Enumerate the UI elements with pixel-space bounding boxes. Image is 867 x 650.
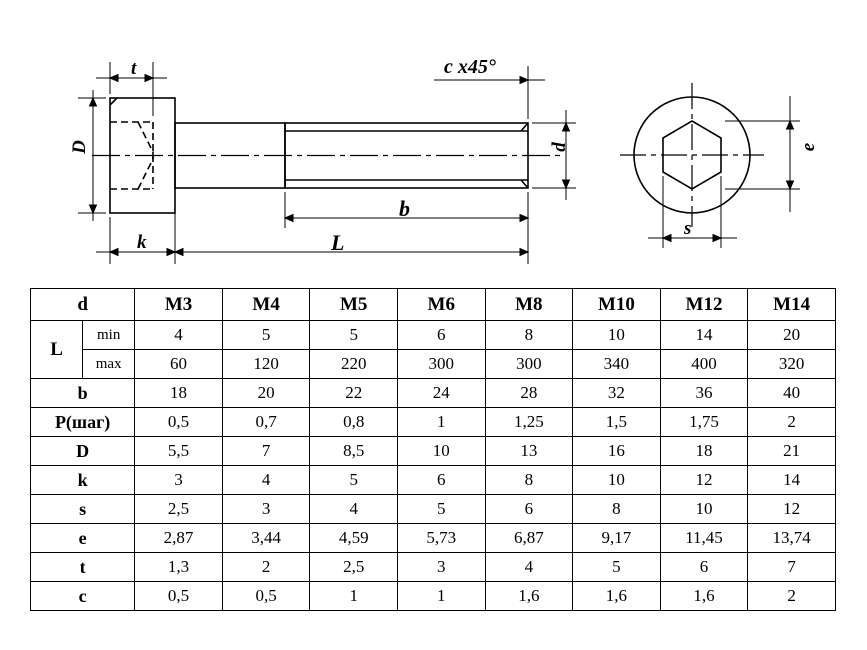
dim-e — [725, 96, 800, 212]
cell-L-min-m3: 4 — [135, 321, 223, 350]
center-lines-end-view — [620, 83, 764, 227]
label-b: b — [399, 196, 410, 221]
cell-k-m10: 10 — [573, 466, 661, 495]
cell-s-m10: 8 — [573, 495, 661, 524]
cell-b-m5: 22 — [310, 379, 398, 408]
table-row — [31, 582, 836, 611]
cell-D-m8: 13 — [485, 437, 573, 466]
header-size-m5: M5 — [310, 289, 398, 321]
table-row — [31, 408, 836, 437]
cell-b-m14: 40 — [748, 379, 836, 408]
label-k: k — [137, 232, 147, 253]
header-size-m6: M6 — [397, 289, 485, 321]
row-label-D: D — [31, 437, 135, 466]
header-size-m8: M8 — [485, 289, 573, 321]
cell-p-m3: 0,5 — [135, 408, 223, 437]
cell-L-max-m14: 320 — [748, 350, 836, 379]
label-t: t — [131, 58, 137, 79]
row-label-c: c — [31, 582, 135, 611]
cell-c-m6: 1 — [397, 582, 485, 611]
row-label-t: t — [31, 553, 135, 582]
cell-c-m10: 1,6 — [573, 582, 661, 611]
cell-p-m10: 1,5 — [573, 408, 661, 437]
cell-p-m6: 1 — [397, 408, 485, 437]
table-row — [31, 524, 836, 553]
cell-D-m5: 8,5 — [310, 437, 398, 466]
dim-L — [175, 192, 528, 264]
table-row — [31, 466, 836, 495]
cell-e-m4: 3,44 — [222, 524, 310, 553]
cell-k-m14: 14 — [748, 466, 836, 495]
cell-k-m6: 6 — [397, 466, 485, 495]
cell-D-m12: 18 — [660, 437, 748, 466]
row-label-e: e — [31, 524, 135, 553]
cell-p-m14: 2 — [748, 408, 836, 437]
table-row — [31, 437, 836, 466]
label-L: L — [331, 230, 345, 255]
cell-s-m14: 12 — [748, 495, 836, 524]
header-size-m10: M10 — [573, 289, 661, 321]
cell-p-m12: 1,75 — [660, 408, 748, 437]
cell-L-max-m12: 400 — [660, 350, 748, 379]
cell-k-m5: 5 — [310, 466, 398, 495]
cell-p-m4: 0,7 — [222, 408, 310, 437]
cell-b-m8: 28 — [485, 379, 573, 408]
cell-c-m12: 1,6 — [660, 582, 748, 611]
label-D: D — [68, 140, 90, 154]
cell-e-m14: 13,74 — [748, 524, 836, 553]
cell-t-m5: 2,5 — [310, 553, 398, 582]
dimension-table — [30, 288, 836, 611]
row-label-pitch: P(шаг) — [31, 408, 135, 437]
cell-c-m14: 2 — [748, 582, 836, 611]
label-e: e — [798, 142, 820, 152]
cell-b-m10: 32 — [573, 379, 661, 408]
label-d: d — [548, 142, 570, 152]
cell-e-m12: 11,45 — [660, 524, 748, 553]
label-c-chamfer: c x45° — [444, 56, 496, 78]
table-row — [31, 495, 836, 524]
table-row — [31, 350, 836, 379]
cell-L-max-m4: 120 — [222, 350, 310, 379]
screw-drawing — [0, 0, 867, 285]
cell-b-m3: 18 — [135, 379, 223, 408]
header-size-m3: M3 — [135, 289, 223, 321]
cell-D-m3: 5,5 — [135, 437, 223, 466]
cell-b-m4: 20 — [222, 379, 310, 408]
cell-L-max-m3: 60 — [135, 350, 223, 379]
cell-e-m10: 9,17 — [573, 524, 661, 553]
cell-s-m4: 3 — [222, 495, 310, 524]
cell-c-m8: 1,6 — [485, 582, 573, 611]
cell-b-m12: 36 — [660, 379, 748, 408]
cell-e-m5: 4,59 — [310, 524, 398, 553]
table-row — [31, 553, 836, 582]
cell-p-m8: 1,25 — [485, 408, 573, 437]
cell-D-m14: 21 — [748, 437, 836, 466]
drawing-svg — [0, 0, 867, 285]
cell-t-m14: 7 — [748, 553, 836, 582]
cell-L-max-m6: 300 — [397, 350, 485, 379]
cell-c-m4: 0,5 — [222, 582, 310, 611]
cell-e-m6: 5,73 — [397, 524, 485, 553]
cell-e-m8: 6,87 — [485, 524, 573, 553]
cell-t-m12: 6 — [660, 553, 748, 582]
cell-t-m6: 3 — [397, 553, 485, 582]
cell-D-m6: 10 — [397, 437, 485, 466]
cell-L-max-m5: 220 — [310, 350, 398, 379]
header-d: d — [31, 289, 135, 321]
cell-L-min-m6: 6 — [397, 321, 485, 350]
cell-s-m6: 5 — [397, 495, 485, 524]
header-size-m4: M4 — [222, 289, 310, 321]
cell-p-m5: 0,8 — [310, 408, 398, 437]
cell-e-m3: 2,87 — [135, 524, 223, 553]
cell-b-m6: 24 — [397, 379, 485, 408]
cell-L-min-m14: 20 — [748, 321, 836, 350]
cell-L-min-m12: 14 — [660, 321, 748, 350]
table-row — [31, 379, 836, 408]
cell-D-m10: 16 — [573, 437, 661, 466]
row-label-L: L — [31, 321, 83, 379]
label-s: s — [684, 218, 692, 239]
cell-s-m8: 6 — [485, 495, 573, 524]
header-size-m14: M14 — [748, 289, 836, 321]
cell-s-m3: 2,5 — [135, 495, 223, 524]
row-label-b: b — [31, 379, 135, 408]
row-sublabel-min: min — [83, 321, 135, 350]
row-label-k: k — [31, 466, 135, 495]
cell-L-max-m10: 340 — [573, 350, 661, 379]
table-row — [31, 321, 836, 350]
cell-L-min-m5: 5 — [310, 321, 398, 350]
cell-t-m8: 4 — [485, 553, 573, 582]
cell-c-m5: 1 — [310, 582, 398, 611]
cell-D-m4: 7 — [222, 437, 310, 466]
cell-L-min-m4: 5 — [222, 321, 310, 350]
cell-L-min-m10: 10 — [573, 321, 661, 350]
cell-L-max-m8: 300 — [485, 350, 573, 379]
cell-k-m4: 4 — [222, 466, 310, 495]
cell-k-m12: 12 — [660, 466, 748, 495]
table-header-row — [31, 289, 836, 321]
cell-s-m5: 4 — [310, 495, 398, 524]
cell-t-m10: 5 — [573, 553, 661, 582]
cell-k-m3: 3 — [135, 466, 223, 495]
cell-t-m3: 1,3 — [135, 553, 223, 582]
cell-L-min-m8: 8 — [485, 321, 573, 350]
header-size-m12: M12 — [660, 289, 748, 321]
cell-s-m12: 10 — [660, 495, 748, 524]
cell-k-m8: 8 — [485, 466, 573, 495]
cell-t-m4: 2 — [222, 553, 310, 582]
cell-c-m3: 0,5 — [135, 582, 223, 611]
row-sublabel-max: max — [83, 350, 135, 379]
row-label-s: s — [31, 495, 135, 524]
